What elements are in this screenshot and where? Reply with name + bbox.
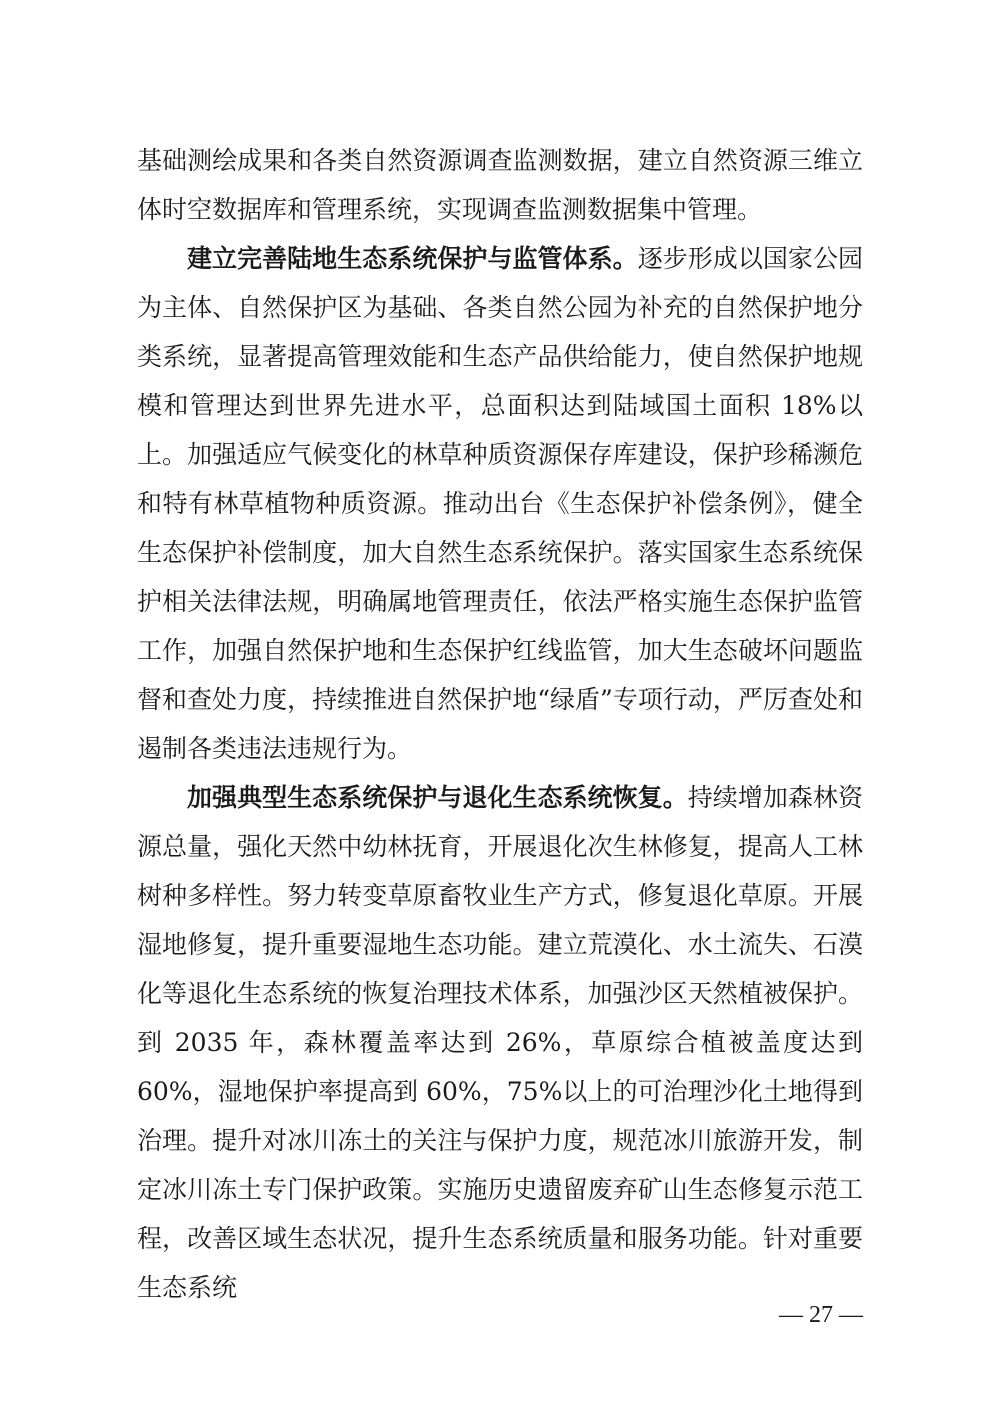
paragraph-text: 持续增加森林资源总量，强化天然中幼林抚育，开展退化次生林修复，提高人工林树种多样性。努力转变草原畜牧业生产方式，修复退化草原。开展湿地修复，提升重要湿地生态功能。建立荒漠化、水土流失、石漠化等退化生态系统的恢复治理技术体系，加强沙区天然植被保护。到 2035 年，森林覆盖率达到 26%，草原综合植被盖度达到 60%，湿地保护率提高到 60%，75%以上的可治理沙化土地得到治理。提升对冰川冻土的关注与保护力度，规范冰川旅游开发，制定冰川冻土专门保护政策。实施历史遗留废弃矿山生态修复示范工程，改善区域生态状况，提升生态系统质量和服务功能。针对重要生态系统 (137, 783, 863, 1302)
paragraph-text: 逐步形成以国家公园为主体、自然保护区为基础、各类自然公园为补充的自然保护地分类系统，显著提高管理效能和生态产品供给能力，使自然保护地规模和管理达到世界先进水平，总面积达到陆域国土面积 18%以上。加强适应气候变化的林草种质资源保存库建设，保护珍稀濒危和特有林草植物种质资源。推动出台《生态保护补偿条例》，健全生态保护补偿制度，加大自然生态系统保护。落实国家生态系统保护相关法律法规，明确属地管理责任，依法严格实施生态保护监管工作，加强自然保护地和生态保护红线监管，加大生态破坏问题监督和查处力度，持续推进自然保护地“绿盾”专项行动，严厉查处和遏制各类违法违规行为。 (137, 244, 863, 763)
paragraph-ecosystem-restoration (137, 773, 863, 1312)
body-text (137, 136, 863, 1312)
paragraph-text: 基础测绘成果和各类自然资源调查监测数据，建立自然资源三维立体时空数据库和管理系统，实现调查监测数据集中管理。 (137, 146, 863, 224)
paragraph-heading: 加强典型生态系统保护与退化生态系统恢复。 (187, 783, 688, 812)
paragraph-continuation (137, 136, 863, 234)
paragraph-land-ecosystem (137, 234, 863, 773)
paragraph-heading: 建立完善陆地生态系统保护与监管体系。 (187, 244, 638, 273)
page-number: — 27 — (779, 1302, 863, 1328)
